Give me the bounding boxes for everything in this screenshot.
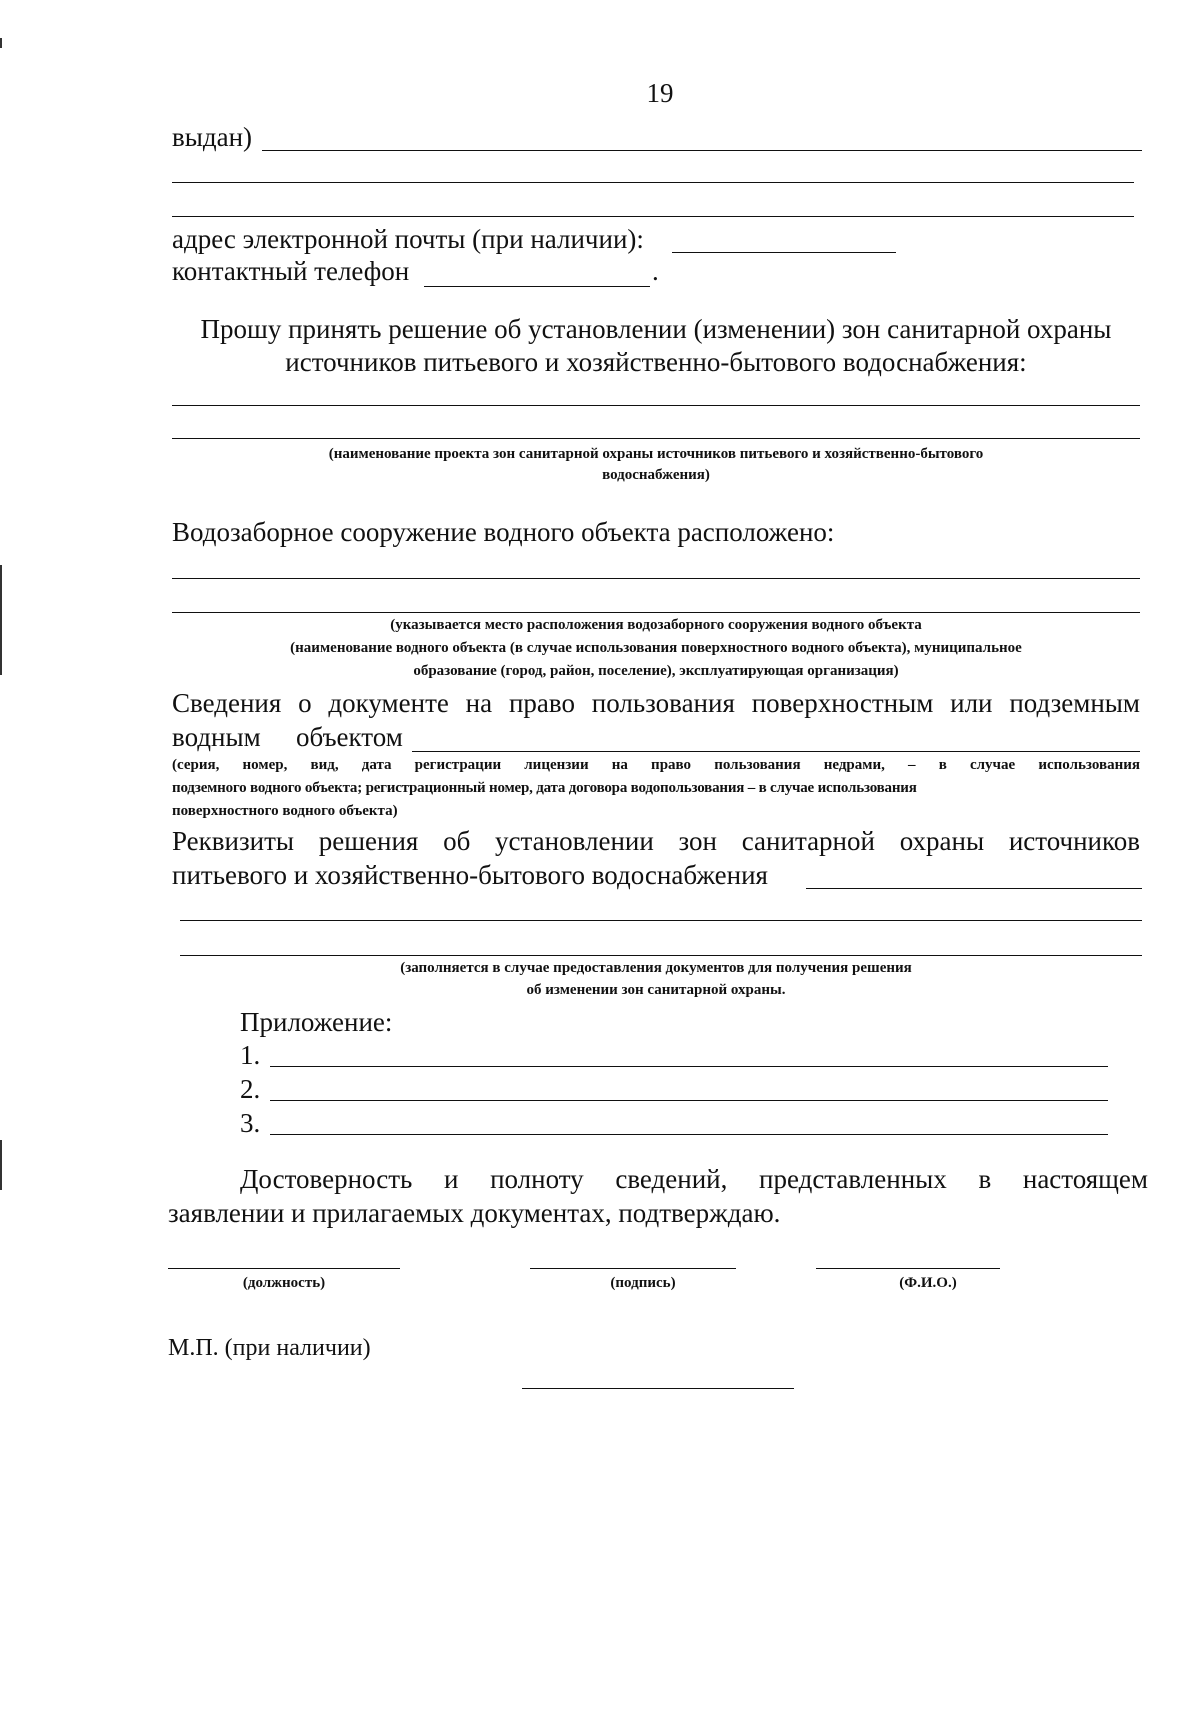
signature-field[interactable] (530, 1268, 736, 1269)
email-label: адрес электронной почты (при наличии): (172, 224, 644, 254)
attachment-field-2[interactable] (270, 1100, 1108, 1101)
phone-field[interactable] (424, 286, 650, 287)
usage-doc-word-2: объектом (296, 722, 403, 752)
issued-by-field[interactable] (262, 150, 1142, 151)
attachments-heading: Приложение: (240, 1007, 393, 1037)
usage-doc-note-1: (серия, номер, вид, дата регистрации лицензии на право пользования недрами, – в случае использования (172, 757, 1140, 773)
attachment-number-1: 1. (240, 1040, 261, 1070)
position-field[interactable] (168, 1268, 400, 1269)
attachment-number-2: 2. (240, 1074, 261, 1104)
signature-caption: (подпись) (610, 1275, 676, 1291)
position-caption: (должность) (242, 1275, 326, 1291)
email-field[interactable] (672, 252, 896, 253)
project-name-field[interactable] (172, 405, 1140, 406)
location-caption-3: образование (город, район, поселение), эксплуатирующая организация) (413, 663, 899, 679)
scan-edge-mark (0, 565, 2, 675)
confirmation-line-1: Достоверность и полноту сведений, представленных в настоящем (240, 1164, 1148, 1194)
location-caption-2: (наименование водного объекта (в случае использования поверхностного водного объекта), муниципальное (290, 640, 1022, 656)
decision-line-1: Реквизиты решения об установлении зон санитарной охраны источников (172, 826, 1140, 856)
issued-by-label: выдан) (172, 122, 253, 152)
usage-doc-note-3: поверхностного водного объекта) (172, 803, 398, 819)
phone-label: контактный телефон (172, 256, 410, 286)
decision-field-line2[interactable] (180, 920, 1142, 921)
page-number: 19 (646, 78, 674, 108)
decision-caption-2: об изменении зон санитарной охраны. (526, 982, 786, 998)
project-name-caption-1: (наименование проекта зон санитарной охраны источников питьевого и хозяйственно-бытового (328, 446, 984, 462)
issued-by-field-line3[interactable] (172, 216, 1134, 217)
usage-doc-field[interactable] (412, 751, 1140, 752)
location-field[interactable] (172, 578, 1140, 579)
request-line-1: Прошу принять решение об установлении (изменении) зон санитарной охраны (200, 314, 1112, 344)
request-line-2: источников питьевого и хозяйственно-бытового водоснабжения: (285, 347, 1027, 377)
project-name-field-line2[interactable] (172, 438, 1140, 439)
location-field-line2[interactable] (172, 612, 1140, 613)
attachment-field-3[interactable] (270, 1134, 1108, 1135)
full-name-caption: (Ф.И.О.) (899, 1275, 957, 1291)
location-caption-1: (указывается место расположения водозаборного сооружения водного объекта (390, 617, 922, 633)
decision-field[interactable] (806, 888, 1142, 889)
decision-field-line3[interactable] (180, 955, 1142, 956)
stamp-label: М.П. (при наличии) (168, 1335, 371, 1361)
project-name-caption-2: водоснабжения) (602, 467, 710, 483)
full-name-field[interactable] (816, 1268, 1000, 1269)
scan-edge-mark (0, 1140, 2, 1190)
decision-line-2: питьевого и хозяйственно-бытового водоснабжения (172, 860, 768, 890)
usage-doc-note-2: подземного водного объекта; регистрационный номер, дата договора водопользования – в случае использования (172, 780, 917, 796)
scan-edge-mark (0, 38, 2, 48)
confirmation-line-2: заявлении и прилагаемых документах, подтверждаю. (168, 1198, 781, 1228)
phone-end-dot: . (652, 256, 659, 286)
attachment-field-1[interactable] (270, 1066, 1108, 1067)
attachment-number-3: 3. (240, 1108, 261, 1138)
usage-doc-line-1: Сведения о документе на право пользования поверхностным или подземным (172, 688, 1140, 718)
decision-caption-1: (заполняется в случае предоставления документов для получения решения (400, 960, 912, 976)
usage-doc-word-1: водным (172, 722, 261, 752)
bottom-separator (522, 1388, 794, 1389)
issued-by-field-line2[interactable] (172, 182, 1134, 183)
location-heading: Водозаборное сооружение водного объекта расположено: (172, 517, 835, 547)
